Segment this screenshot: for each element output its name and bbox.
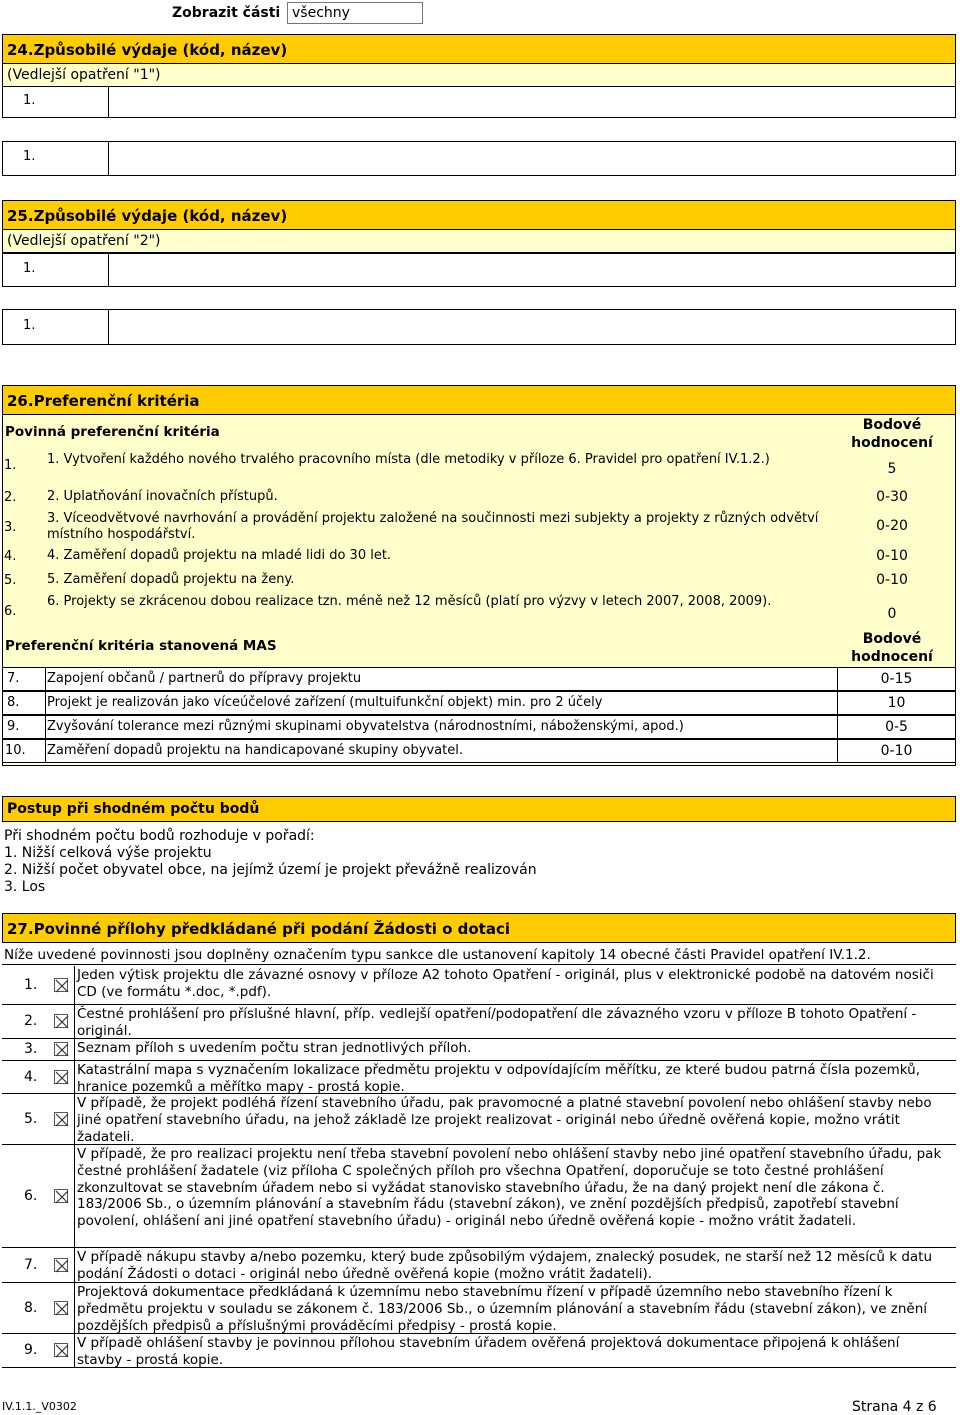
attachment-number: 8. xyxy=(24,1299,38,1316)
criteria-number: 9. xyxy=(3,716,46,738)
row-number: 1. xyxy=(3,142,109,175)
attachment-number: 5. xyxy=(24,1110,38,1127)
checked-x-icon xyxy=(55,979,69,993)
checked-x-icon xyxy=(55,1113,69,1127)
column-divider xyxy=(74,1248,75,1283)
mas-score-header xyxy=(836,630,948,666)
attachment-checkbox[interactable] xyxy=(54,1014,68,1028)
tie-break-title: Postup při shodném počtu bodů xyxy=(2,796,956,822)
row-number: 1. xyxy=(3,310,109,344)
tie-break-line: 2. Nižší počet obyvatel obce, na jejímž území je projekt převážně realizován xyxy=(4,862,537,878)
criteria-number: 2. xyxy=(4,490,17,505)
criteria-text: Zvyšování tolerance mezi různými skupinami obyvatelstva (národnostními, náboženskými, apod.) xyxy=(47,719,684,734)
mas-row xyxy=(2,739,956,763)
attachment-row xyxy=(2,1005,956,1039)
page-number: Strana 4 z 6 xyxy=(852,1399,937,1415)
column-divider xyxy=(74,1039,75,1061)
tie-break-line: 1. Nižší celková výše projektu xyxy=(4,845,212,861)
mandatory-criteria-title: Povinná preferenční kritéria xyxy=(5,424,220,440)
criteria-text: 6. Projekty se zkrácenou dobou realizace tzn. méně než 12 měsíců (platí pro výzvy v letech 2007, 2008, 2009). xyxy=(47,594,772,609)
attachment-text: V případě, že projekt podléhá řízení stavebního úřadu, pak pravomocné a platné stavební povolení nebo ohlášení stavby nebo jiné opatření stavebního úřadu, na jehož základě lze projekt realizovat - originál nebo úředně ověřená kopie, možno vrátit žadateli. xyxy=(77,1095,932,1145)
criteria-text: Projekt je realizován jako víceúčelové zařízení (multuifunkční objekt) min. pro 2 účely xyxy=(47,695,603,710)
attachment-checkbox[interactable] xyxy=(54,1042,68,1056)
checked-x-icon xyxy=(55,1259,69,1273)
column-divider xyxy=(74,1094,75,1145)
tie-break-line: 3. Los xyxy=(4,879,46,895)
attachment-row xyxy=(2,966,956,1005)
section-24-row-2 xyxy=(2,141,956,176)
criteria-score: 0-20 xyxy=(876,518,908,534)
criteria-score: 10 xyxy=(837,692,955,714)
section-25-row-2 xyxy=(2,309,956,345)
criteria-score: 0-15 xyxy=(837,668,955,690)
criteria-number: 6. xyxy=(4,604,17,619)
section-25-row-1 xyxy=(2,253,956,287)
tie-break-rules xyxy=(4,828,537,896)
checked-x-icon xyxy=(55,1344,69,1358)
section-24-title: 24.Způsobilé výdaje (kód, název) xyxy=(2,34,956,64)
criteria-number: 5. xyxy=(4,573,17,588)
score-header-line-2: hodnocení xyxy=(851,649,933,665)
attachment-number: 2. xyxy=(24,1013,38,1029)
section-25-subtitle: (Vedlejší opatření "2") xyxy=(2,229,956,253)
attachment-row xyxy=(2,1039,956,1061)
column-divider xyxy=(74,1005,75,1039)
attachment-checkbox[interactable] xyxy=(54,978,68,992)
criteria-number: 7. xyxy=(3,668,46,690)
attachment-text: V případě ohlášení stavby je povinnou přílohou stavebním úřadem ověřená projektová dokumentace připojená k ohlášení stavby - prostá kopie. xyxy=(77,1335,900,1368)
mas-row xyxy=(2,691,956,715)
criteria-number: 10. xyxy=(3,740,46,762)
attachment-checkbox[interactable] xyxy=(54,1343,68,1357)
section-25-title: 25.Způsobilé výdaje (kód, název) xyxy=(2,200,956,230)
column-divider xyxy=(74,1061,75,1094)
attachment-checkbox[interactable] xyxy=(54,1258,68,1272)
checked-x-icon xyxy=(55,1015,69,1029)
criteria-text: 3. Víceodvětvové navrhování a provádění projektu založené na součinnosti mezi subjekty a projekty z různých odvětví místního hospodářství. xyxy=(47,511,819,542)
criteria-score: 0-30 xyxy=(876,489,908,505)
attachment-text: Seznam příloh s uvedením počtu stran jednotlivých příloh. xyxy=(77,1040,472,1056)
show-sections-select[interactable]: všechny xyxy=(287,2,423,24)
criteria-text: Zaměření dopadů projektu na handicapované skupiny obyvatel. xyxy=(47,743,463,758)
attachment-text: Jeden výtisk projektu dle závazné osnovy v příloze A2 tohoto Opatření - originál, plus v elektronické podobě na datovém nosiči CD (ve formátu *.doc, *.pdf). xyxy=(77,967,934,1000)
column-divider xyxy=(74,966,75,1005)
attachment-checkbox[interactable] xyxy=(54,1189,68,1203)
score-header-line-1: Bodové xyxy=(862,631,922,647)
criteria-score: 0-10 xyxy=(876,572,908,588)
attachment-row xyxy=(2,1094,956,1145)
criteria-number: 8. xyxy=(3,692,46,714)
section-24-subtitle: (Vedlejší opatření "1") xyxy=(2,63,956,87)
attachment-number: 7. xyxy=(24,1256,38,1273)
attachment-checkbox[interactable] xyxy=(54,1070,68,1084)
attachment-text: Katastrální mapa s vyznačením lokalizace předmětu projektu v odpovídajícím měřítku, ze které budou patrná čísla pozemků, hranice pozemků a měřítko mapy - prostá kopie. xyxy=(77,1062,921,1095)
show-sections-label: Zobrazit části xyxy=(172,5,281,21)
criteria-score: 0-10 xyxy=(837,740,955,762)
attachment-text: V případě nákupu stavby a/nebo pozemku, který bude způsobilým výdajem, znalecký posudek, ne starší než 12 měsíců k datu podání Žádosti o dotaci - originál nebo úředně ověřená kopie (možno vrátit žadateli). xyxy=(77,1249,933,1282)
attachment-number: 1. xyxy=(24,976,38,993)
attachment-text: Projektová dokumentace předkládaná k územnímu nebo stavebnímu řízení v případě územního nebo stavebního řízení k předmětu projektu v souladu se zákonem č. 183/2006 Sb., o územním plánování a stavebním řádu (stavební zákon), ve znění pozdějších předpisů a příslušnými prováděcími předpisy - prostá kopie. xyxy=(77,1284,928,1334)
attachment-row xyxy=(2,1248,956,1283)
attachment-row xyxy=(2,1334,956,1368)
checked-x-icon xyxy=(55,1071,69,1085)
attachment-row xyxy=(2,1145,956,1248)
divider xyxy=(2,964,956,965)
attachment-number: 4. xyxy=(24,1068,38,1085)
row-number: 1. xyxy=(3,87,109,117)
attachment-row xyxy=(2,1283,956,1334)
attachments-intro: Níže uvedené povinnosti jsou doplněny označením typu sankce dle ustanovení kapitoly 14 obecné části Pravidel opatření IV.1.2. xyxy=(4,947,871,963)
criteria-number: 3. xyxy=(4,520,17,535)
column-divider xyxy=(74,1283,75,1334)
score-header-line-2: hodnocení xyxy=(851,435,933,451)
criteria-number: 1. xyxy=(4,458,17,473)
footer-code: IV.1.1._V0302 xyxy=(2,1400,77,1413)
row-number: 1. xyxy=(3,254,109,286)
checked-x-icon xyxy=(55,1302,69,1316)
tie-break-line: Při shodném počtu bodů rozhoduje v pořadí: xyxy=(4,828,315,844)
attachment-checkbox[interactable] xyxy=(54,1112,68,1126)
mas-row xyxy=(2,715,956,739)
section-26-title: 26.Preferenční kritéria xyxy=(2,385,956,415)
criteria-text: 2. Uplatňování inovačních přístupů. xyxy=(47,489,278,504)
column-divider xyxy=(74,1145,75,1248)
mas-criteria-title: Preferenční kritéria stanovená MAS xyxy=(5,638,277,654)
attachment-number: 3. xyxy=(24,1041,38,1057)
column-divider xyxy=(74,1334,75,1368)
criteria-text: Zapojení občanů / partnerů do přípravy projektu xyxy=(47,671,362,686)
attachment-number: 6. xyxy=(24,1187,38,1204)
score-header xyxy=(836,416,948,452)
criteria-text: 5. Zaměření dopadů projektu na ženy. xyxy=(47,572,295,587)
checked-x-icon xyxy=(55,1190,69,1204)
checked-x-icon xyxy=(55,1043,69,1057)
section-24-row-1 xyxy=(2,86,956,118)
score-header-line-1: Bodové xyxy=(862,417,922,433)
criteria-text: 1. Vytvoření každého nového trvalého pracovního místa (dle metodiky v příloze 6. Pravidel pro opatření IV.1.2.) xyxy=(47,452,770,467)
criteria-score: 0 xyxy=(887,606,897,622)
criteria-score: 5 xyxy=(887,461,897,477)
criteria-number: 4. xyxy=(4,549,17,564)
attachment-number: 9. xyxy=(24,1342,38,1358)
mas-row xyxy=(2,667,956,691)
criteria-text: 4. Zaměření dopadů projektu na mladé lidi do 30 let. xyxy=(47,548,392,563)
attachment-row xyxy=(2,1061,956,1094)
criteria-score: 0-10 xyxy=(876,548,908,564)
criteria-score: 0-5 xyxy=(837,716,955,738)
attachment-checkbox[interactable] xyxy=(54,1301,68,1315)
attachment-text: Čestné prohlášení pro příslušné hlavní, příp. vedlejší opatření/podopatření dle závazného vzoru v příloze B tohoto Opatření - originál. xyxy=(77,1006,917,1039)
attachment-text: V případě, že pro realizaci projektu není třeba stavební povolení nebo ohlášení stavby nebo jiné opatření stavebního úřadu, pak čestné prohlášení žadatele (viz příloha C společných příloh pro všechna Opatření, doporučuje se toto čestné prohlášení zkonzultovat se stavebním úřadem nebo si vyžádat stanovisko stavebního úřadu, že na daný projekt není dle zákona č. 183/2006 Sb., o územním plánování a stavebním řádu (stavební zákon), ve znění pozdějších předpisů, zapotřebí stavební povolení, ohlášení ani jiné opatření stavebního úřadu) - originál nebo úředně ověřená kopie - možno vrátit žadateli. xyxy=(77,1146,942,1230)
section-27-title: 27.Povinné přílohy předkládané při podání Žádosti o dotaci xyxy=(2,913,956,943)
